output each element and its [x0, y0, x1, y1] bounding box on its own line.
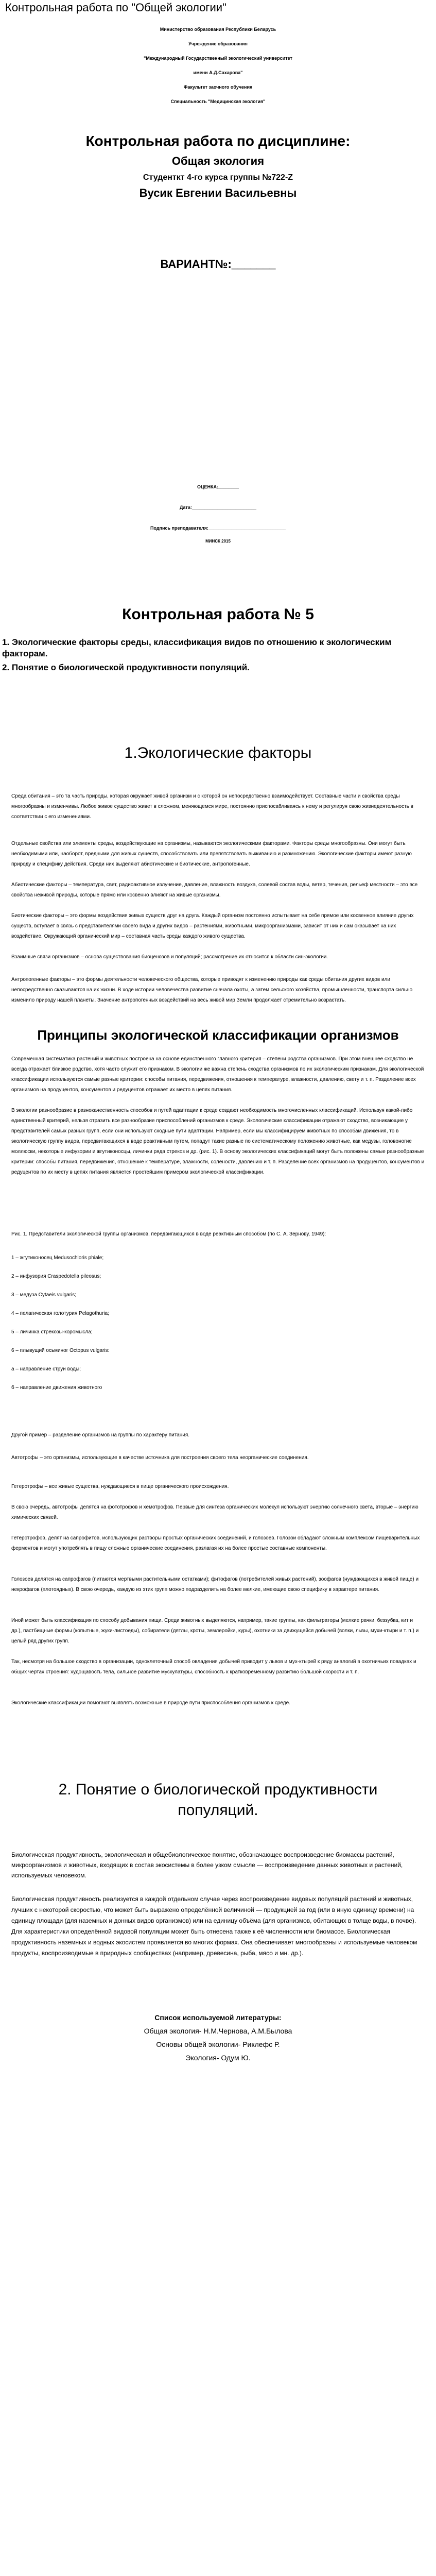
document-title: Контрольная работа по "Общей экологии" — [5, 1, 226, 14]
title-page — [0, 27, 436, 104]
figure-list-item-4: 4 – пелагическая голотурия Pelagothuria; — [11, 1311, 109, 1316]
figure-list-item-8: б – направление движения животного — [11, 1385, 102, 1391]
section-1-para-6: Антропогенные факторы – это формы деятельности человеческого общества, которые приводят к изменению природы как среды обитания других видов или непосредственно сказываются на их жизни. В ходе истории человечества развитие сначала охоты, а затем сельского хозяйства, промышленности, транспорта сильно изменило природу нашей планеты. Значение антропогенных воздействий на весь живой мир Земли продолжает стремительно возрастать. — [11, 977, 413, 1003]
section-1-para-4: Биотические факторы – это формы воздействия живых существ друг на друга. Каждый организм постоянно испытывает на себе прямое или косвенное влияние других существ, вступает в связь с представителями своего вида и других видов – растениями, животными, микроорганизмами, зависит от них и сам оказывает на них воздействие. Окружающий органический мир – составная часть среды каждого живого существа. — [11, 913, 414, 939]
section-1-para-3: Абиотические факторы – температура, свет, радиоактивное излучение, давление, влажность воздуха, солевой состав воды, ветер, течения, рельеф местности – это все свойства неживой природы, которые прямо или косвенно влияют на живые организмы. — [11, 882, 418, 898]
figure-list-item-7: а – направление струи воды; — [11, 1366, 81, 1372]
section-1c-para-5: Гетеротрофов, делят на сапрофитов, использующих растворы простых органических соединений, и голозоев. Голозои обладают сложным комплексом пищеварительных ферментов и могут употреблять в пищу сложные органические соединения, разлагая их на более простые составные компоненты. — [11, 1535, 420, 1551]
work-heading: Контрольная работа № 5 — [122, 606, 314, 623]
student-name-line: Вусик Евгении Васильевны — [139, 187, 297, 199]
title-heading: Контрольная работа по дисциплине: — [85, 133, 351, 149]
section-1c-para-9: Экологические классификации помогают выявлять возможные в природе пути приспособления организмов к среде. — [11, 1700, 290, 1706]
section-2-title: 2. Понятие о биологической продуктивности популяций. — [58, 1781, 378, 1819]
reference-1: Общая экология- Н.М.Чернова, А.М.Былова — [144, 2027, 292, 2035]
section-1c-para-4: В свою очередь, автотрофы делятся на фототрофов и хемотрофов. Первые для синтеза органических молекул используют энергию солнечного света, вторые – энергию химических связей. — [11, 1504, 418, 1520]
section-1-para-2: Отдельные свойства или элементы среды, воздействующие на организмы, называются экологическими факторами. Факторы среды многообразны. Они могут быть необходимыми или, наоборот, вредными для живых существ, способствовать или препятствовать выживанию и размножению. Экологические факторы имеют разную природу и специфику действия. Среди них выделяют абиотические и биотические, антропогенные. — [11, 841, 412, 867]
figure-list-item-5: 5 – личинка стрекозы-коромысла; — [11, 1329, 93, 1335]
university-name-line: имени А.Д.Сахарова" — [193, 70, 243, 75]
task-1: 1. Экологические факторы среды, классификация видов по отношению к экологическим факторам. — [2, 637, 392, 658]
ministry-line: Министерство образования Республики Беларусь — [160, 27, 276, 32]
references-title: Список используемой литературы: — [154, 2013, 282, 2022]
section-1c-para-6: Голозоев делятся на сапрофагов (питаются мертвыми растительными остатками); фитофагов (потребителей живых растений), зоофагов (нуждающихся в живой пище) и некрофагов (плотоядных). В свою очередь, каждую из этих групп можно подразделить на более мелкие, имеющие свою специфику в характере питания. — [11, 1577, 419, 1592]
section-1c-para-1: Другой пример – разделение организмов на группы по характеру питания. — [11, 1432, 190, 1438]
section-1b-para-2: В экологии разнообразие в разнокачественность способов и путей адаптации к среде создают необходимость многочисленных классификаций. Используя какой-либо единственный критерий, нельзя отразить все разнообразие приспособлений организмов к среде. Экологические классификации отражают сходство, возникающие у представителей самых разных групп, если они используют сходные пути адаптации. Например, если мы классифицируем животных по способам движения, то в экологическую группу видов, передвигающихся в воде реактивным путем, попадут такие разные по систематическому положению животные, как медузы, головоногие моллюски, некоторые инфузории и жгутиконосцы, личинки ряда стрекоз и др. (рис. 1). В основу экологических классификаций могут быть положены самые разнообразные критерии: способы питания, передвижения, отношение к температуре, влажности, солености, давлению и т. п. Разделение всех организмов на продуцентов, консументов и редуцентов по их месту в цепях питания является простейшим примером экологической классификации. — [11, 1108, 425, 1175]
city-year-line: МИНСК 2015 — [205, 539, 231, 544]
section-1-title: 1.Экологические факторы — [124, 744, 312, 761]
figure-list-item-3: 3 – медуза Cytaeis vulgaris; — [11, 1292, 77, 1298]
section-1c-para-7: Иной может быть классификация по способу добывания пищи. Среди животных выделяются, например, такие группы, как фильтраторы (мелкие рачки, беззубка, кит и др.), пастбищные формы (копытные, жуки-листоеды), собиратели (дятлы, кроты, землеройки, куры), охотники за движущейся добычей (волки, львы, мухи-ктыри и т. п.) и целый ряд других групп. — [11, 1618, 419, 1644]
figure-caption: Рис. 1. Представители экологической группы организмов, передвигающихся в воде реактивным способом (по С. А. Зернову, 1949): — [11, 1231, 326, 1237]
specialty-line: Специальность "Медицинская экология" — [170, 99, 266, 104]
subject-line: Общая экология — [171, 155, 265, 167]
date-line: Дата:_________________________ — [180, 505, 256, 510]
figure-list-item-2: 2 – инфузория Craspedotella pileosus; — [11, 1274, 101, 1279]
reference-2: Основы общей экологии- Риклефс Р. — [156, 2040, 280, 2048]
figure-list-item-1: 1 – жгутиконосец Medusochloris phiale; — [11, 1255, 104, 1261]
section-1-para-5: Взаимные связи организмов – основа существования биоценозов и популяций; рассмотрение их относится к области син-экологии. — [11, 954, 328, 960]
figure-list-item-6: 6 – плывущий осьминог Octopus vulgaris: — [11, 1348, 110, 1353]
section-1c-para-2: Автотрофы – это организмы, использующие в качестве источника для построения своего тела неорганические соединения. — [11, 1455, 309, 1461]
teacher-signature-line: Подпись преподавателя:______________________________ — [150, 526, 286, 531]
task-2: 2. Понятие о биологической продуктивности популяций. — [2, 663, 250, 672]
reference-3: Экология- Одум Ю. — [185, 2054, 251, 2062]
faculty-line: Факультет заочного обучения — [183, 84, 253, 90]
section-1c-para-8: Так, несмотря на большое сходство в организации, одноклеточный способ овладения добычей приводит у львов и мух-ктырей к ряду аналогий в охотничьих повадках и общих чертах строения: худощавость тела, сильное развитие мускулатуры, способность к кратковременному развитию большой скорости и т. п. — [11, 1659, 416, 1675]
section-2-para-2: Биологическая продуктивность реализуется в каждой отдельном случае через воспроизведение видовых популяций растений и животных, лучших с некоторой скоростью, что может быть выражено определённой величиной — продукцией за год (или в иную единицу времени) на единицу площади (для наземных и донных видов организмов) или на единицу объёма (для организмов, обитающих в толще воды, в почве). Для характеристики определённой видовой популяции может быть отнесена также к её численности или биомассе. Биологическая продуктивность наземных и водных экосистем проявляется во многих формах. Она обеспечивает многообразны и используемые человеком продукты, воспроизводимые в природных сообществах (например, древесина, рыба, мясо и мн. др.). — [11, 1895, 417, 1957]
grade-line: ОЦЕНКА:________ — [197, 484, 239, 489]
student-group-line: Студенткт 4-го курса группы №722-Z — [143, 173, 293, 182]
section-1b-para-1: Современная систематика растений и животных построена на основе единственного главного критерия – степени родства организмов. При этом внешнее сходство не всегда отражает близкое родство, хотя часто служит его признаком. В экологии же важна степень сходства организмов по их экологическим признакам. Для экологической классификации используются самые разные критерии: способы питания, передвижения, отношения к температуре, влажности, давлению, свету и т. п. Разделение всех организмов на продуцентов, консументов и редуцентов отражает их место в цепях питания. — [11, 1056, 424, 1093]
variant-line: ВАРИАНТ№:_______ — [160, 258, 276, 270]
section-1c-para-3: Гетеротрофы – все живые существа, нуждающиеся в пище органического происхождения. — [11, 1484, 229, 1489]
section-2-para-1: Биологическая продуктивность, экологическая и общебиологическое понятие, обозначающее воспроизведение биомассы растений, микроорганизмов и животных, входящих в состав экосистемы в более узком смысле — воспроизведение данных животных и растений, используемых человеком. — [11, 1851, 403, 1879]
institution-label: Учреждение образования — [188, 41, 248, 46]
university-line: "Международный Государственный экологический университет — [144, 56, 292, 61]
section-1-para-1: Среда обитания – это та часть природы, которая окружает живой организм и с которой он непосредственно взаимодействует. Составные части и свойства среды многообразны и изменчивы. Любое живое существо живет в сложном, меняющемся мире, постоянно приспосабливаясь к нему и регулируя свою жизнедеятельность в соответствии с его изменениями. — [11, 793, 413, 820]
section-1-subtitle: Принципы экологической классификации организмов — [37, 1027, 399, 1043]
